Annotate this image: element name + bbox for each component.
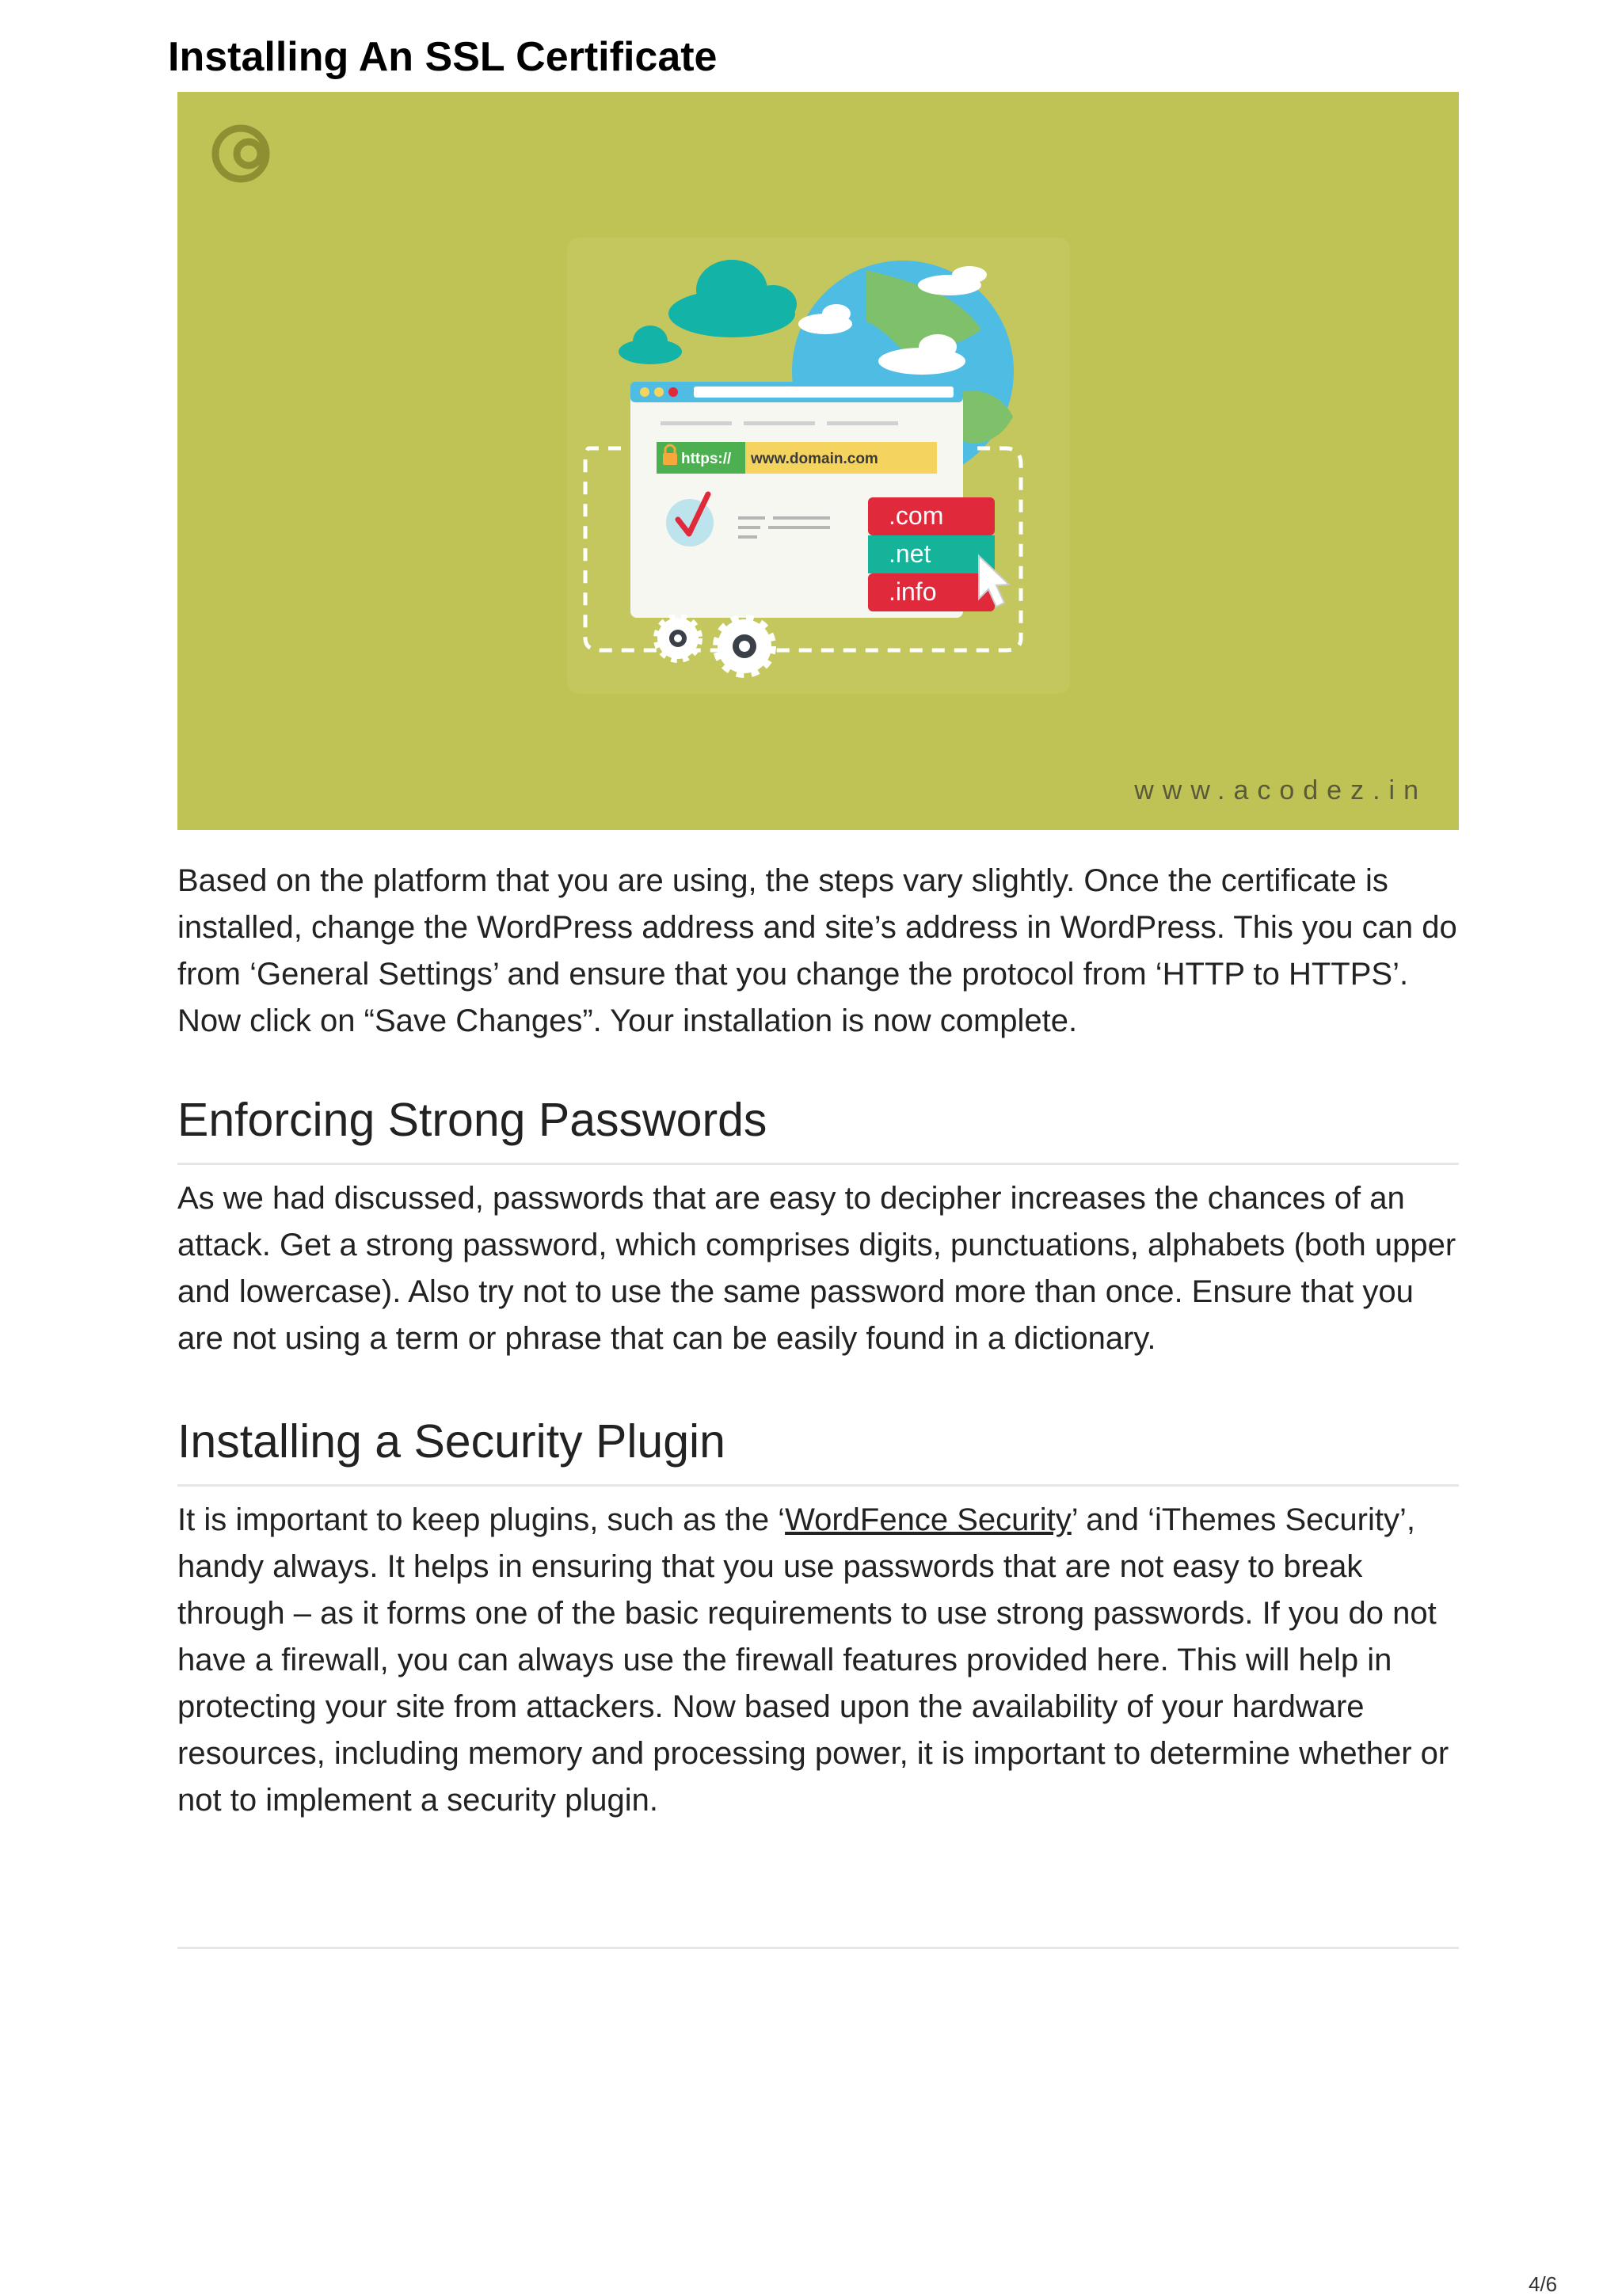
ssl-illustration xyxy=(177,92,1459,830)
ssl-paragraph-block xyxy=(177,858,1459,1045)
domain-label: www.domain.com xyxy=(751,451,878,467)
passwords-section xyxy=(177,1088,1459,1362)
plugin-text-end: ’ and ‘iThemes Security’, handy always. It helps in ensuring that you use passwords that are not easy to break through – as it forms one of the basic requirements to use strong passwords. If you do not have a firewall, you can always use the firewall features provided here. This will help in protecting your site from attackers. Now based upon the availability of your hardware resources, including memory and processing power, it is important to determine whether or not to implement a security plugin. xyxy=(177,1502,1449,1818)
page-title: Installing An SSL Certificate xyxy=(168,34,718,80)
wordfence-security-link[interactable]: WordFence Security xyxy=(785,1502,1072,1537)
bottom-divider xyxy=(177,1947,1459,1949)
page-number: 4/6 xyxy=(1529,2272,1558,2296)
plugin-heading: Installing a Security Plugin xyxy=(177,1410,1459,1487)
passwords-heading: Enforcing Strong Passwords xyxy=(177,1088,1459,1165)
ssl-paragraph: Based on the platform that you are using, the steps vary slightly. Once the certificate is installed, change the WordPress address and site’s address in WordPress. This you can do from ‘General Settings’ and ensure that you change the protocol from ‘HTTP to HTTPS’. Now click on “Save Changes”. Your installation is now complete. xyxy=(177,863,1457,1038)
tld-net: .net xyxy=(889,539,931,568)
tld-info: .info xyxy=(889,577,937,606)
tld-list xyxy=(868,497,995,611)
tld-com: .com xyxy=(889,501,944,530)
passwords-paragraph: As we had discussed, passwords that are easy to decipher increases the chances of an attack. Get a strong password, which comprises digits, punctuations, alphabets (both upper and lowercase). Also try not to use the same password more than once. Ensure that you are not using a term or phrase that can be easily found in a dictionary. xyxy=(177,1181,1456,1356)
plugin-section xyxy=(177,1410,1459,1824)
https-label: https:// xyxy=(681,451,732,467)
plugin-paragraph xyxy=(177,1497,1459,1824)
plugin-text-start: It is important to keep plugins, such as the ‘ xyxy=(177,1502,786,1537)
watermark: www.acodez.in xyxy=(1134,775,1427,805)
